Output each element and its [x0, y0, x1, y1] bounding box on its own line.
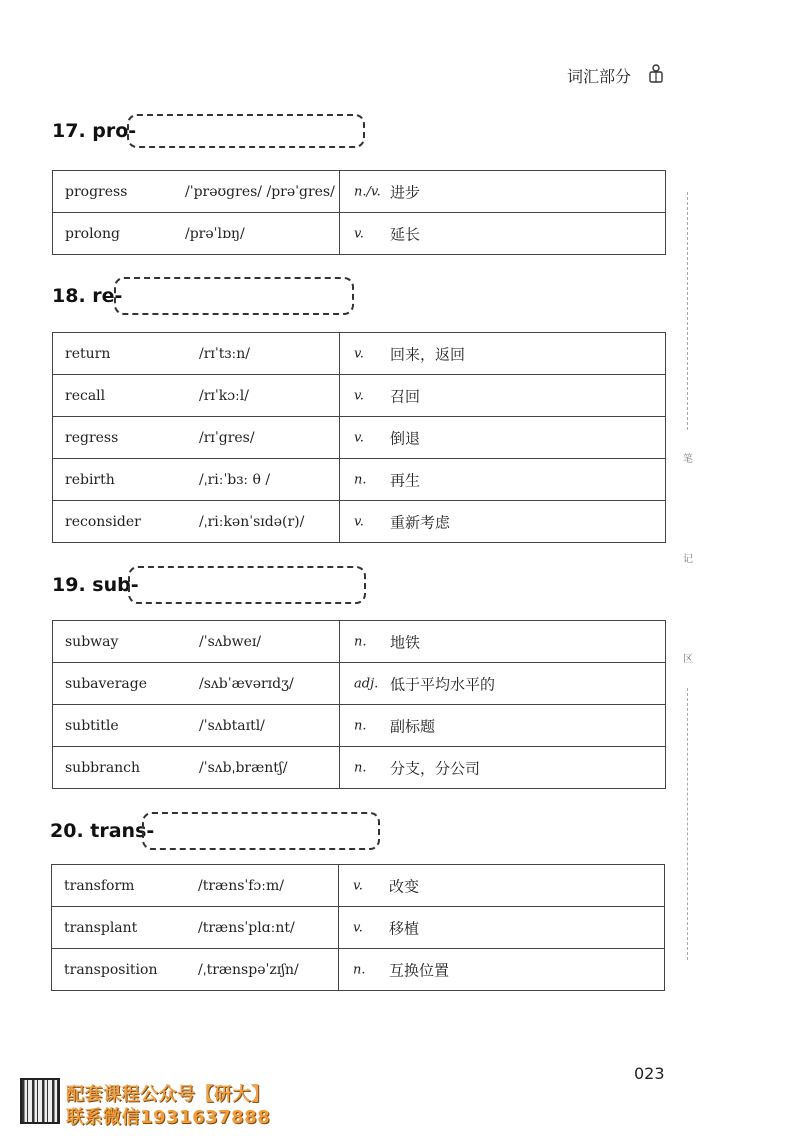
- section-heading: 17. pro-: [52, 120, 137, 142]
- book-reader-icon: [648, 64, 664, 84]
- notes-margin-line: [687, 192, 688, 430]
- meaning: 互换位置: [389, 961, 450, 979]
- meaning: 倒退: [390, 429, 421, 447]
- notes-margin-line: [687, 688, 688, 960]
- table-row: [53, 501, 666, 543]
- vocab-table-trans: [51, 864, 665, 991]
- part-of-speech: adj.: [354, 676, 379, 691]
- part-of-speech: n.: [354, 760, 367, 775]
- prefix-note-box: [128, 566, 366, 604]
- table-row: [53, 621, 666, 663]
- table-row: [53, 171, 666, 213]
- phonetic: /ˈsʌbweɪ/: [199, 621, 340, 663]
- meaning: 移植: [389, 919, 420, 937]
- page-number: 023: [634, 1064, 665, 1083]
- part-of-speech: v.: [354, 514, 364, 529]
- meaning: 分支，分公司: [390, 759, 481, 777]
- table-row: [52, 907, 665, 949]
- word: transform: [52, 865, 199, 907]
- prefix-note-box: [142, 812, 380, 850]
- phonetic: /rɪˈkɔːl/: [199, 375, 340, 417]
- meaning-cell: [339, 907, 665, 949]
- meaning-cell: [340, 417, 666, 459]
- vocab-table-sub: [52, 620, 666, 789]
- meaning-cell: [340, 663, 666, 705]
- prefix-note-box: [127, 114, 365, 148]
- phonetic: /ˈsʌbˌbræntʃ/: [199, 747, 340, 789]
- meaning-cell: [339, 949, 665, 991]
- phonetic: /rɪˈgres/: [199, 417, 340, 459]
- meaning: 延长: [390, 225, 421, 243]
- meaning: 重新考虑: [390, 513, 451, 531]
- table-row: [53, 375, 666, 417]
- phonetic: /ˌriːkənˈsɪdə(r)/: [199, 501, 340, 543]
- phonetic: /ˌriːˈbɜː θ /: [199, 459, 340, 501]
- word: progress: [53, 171, 186, 213]
- meaning: 低于平均水平的: [390, 675, 496, 693]
- word: return: [53, 333, 200, 375]
- promo-banner-line2: 联系微信1931637888: [66, 1107, 271, 1128]
- word: recall: [53, 375, 200, 417]
- table-row: [53, 333, 666, 375]
- word: rebirth: [53, 459, 200, 501]
- table-row: [53, 213, 666, 255]
- meaning: 再生: [390, 471, 421, 489]
- word: subway: [53, 621, 200, 663]
- phonetic: /prəˈlɒŋ/: [185, 213, 340, 255]
- phonetic: /trænsˈplɑːnt/: [198, 907, 339, 949]
- phonetic: /sʌbˈævərɪdʒ/: [199, 663, 340, 705]
- meaning: 改变: [389, 877, 420, 895]
- meaning-cell: [340, 705, 666, 747]
- prefix-note-box: [114, 277, 354, 315]
- meaning-cell: [340, 333, 666, 375]
- part-of-speech: v.: [354, 430, 364, 445]
- meaning-cell: [340, 747, 666, 789]
- part-of-speech: n.: [354, 634, 367, 649]
- meaning: 召回: [390, 387, 421, 405]
- section-heading: 18. re-: [52, 285, 123, 307]
- word: transposition: [52, 949, 199, 991]
- section-heading: 19. sub-: [52, 574, 139, 596]
- table-row: [53, 705, 666, 747]
- phonetic: /ˌtrænspəˈzɪʃn/: [198, 949, 339, 991]
- meaning: 地铁: [390, 633, 421, 651]
- table-row: [53, 417, 666, 459]
- meaning-cell: [340, 171, 666, 213]
- vocab-table-pro: [52, 170, 666, 255]
- chapter-title: 词汇部分: [567, 67, 632, 86]
- phonetic: /trænsˈfɔːm/: [198, 865, 339, 907]
- promo-banner-line1: 配套课程公众号【研大】: [66, 1084, 270, 1105]
- word: subtitle: [53, 705, 200, 747]
- table-row: [53, 747, 666, 789]
- word: subbranch: [53, 747, 200, 789]
- table-row: [53, 663, 666, 705]
- phonetic: /rɪˈtɜːn/: [199, 333, 340, 375]
- meaning: 进步: [390, 183, 421, 201]
- part-of-speech: v.: [354, 226, 364, 241]
- phonetic: /ˈsʌbtaɪtl/: [199, 705, 340, 747]
- table-row: [53, 459, 666, 501]
- word: transplant: [52, 907, 199, 949]
- table-row: [52, 865, 665, 907]
- qr-code-icon: [20, 1078, 60, 1124]
- notes-label-char: 笔: [683, 454, 693, 465]
- meaning: 回来，返回: [390, 345, 466, 363]
- part-of-speech: n.: [354, 718, 367, 733]
- meaning-cell: [340, 501, 666, 543]
- part-of-speech: v.: [354, 346, 364, 361]
- meaning: 副标题: [390, 717, 436, 735]
- part-of-speech: v.: [353, 920, 363, 935]
- part-of-speech: n.: [354, 472, 367, 487]
- meaning-cell: [340, 621, 666, 663]
- word: reconsider: [53, 501, 200, 543]
- word: regress: [53, 417, 200, 459]
- phonetic: /ˈprəʊgres/ /prəˈgres/: [185, 171, 340, 213]
- meaning-cell: [340, 213, 666, 255]
- word: prolong: [53, 213, 186, 255]
- word: subaverage: [53, 663, 200, 705]
- notes-label-char: 区: [683, 654, 693, 665]
- vocab-table-re: [52, 332, 666, 543]
- part-of-speech: v.: [354, 388, 364, 403]
- meaning-cell: [339, 865, 665, 907]
- part-of-speech: n.: [353, 962, 366, 977]
- part-of-speech: n./v.: [354, 184, 381, 199]
- section-heading: 20. trans-: [50, 820, 155, 842]
- meaning-cell: [340, 459, 666, 501]
- notes-label-char: 记: [683, 554, 693, 565]
- meaning-cell: [340, 375, 666, 417]
- part-of-speech: v.: [353, 878, 363, 893]
- table-row: [52, 949, 665, 991]
